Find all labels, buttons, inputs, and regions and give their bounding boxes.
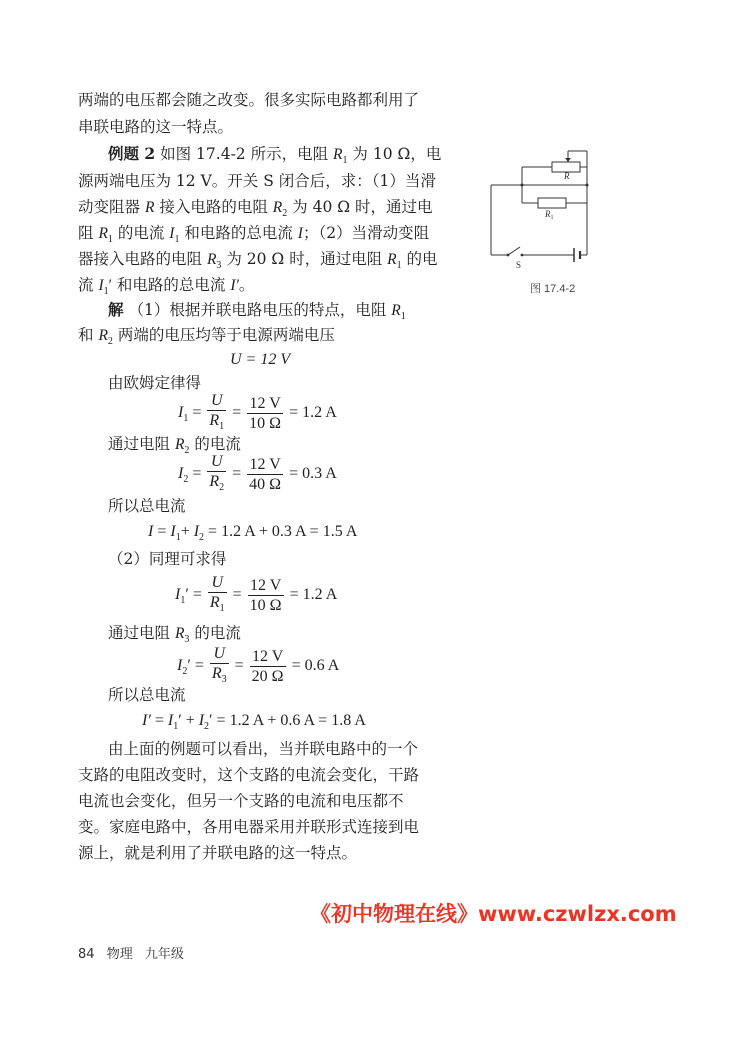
text-span: ；（2）当滑动变阻 xyxy=(302,224,430,242)
text-span: 的电流 xyxy=(189,624,241,642)
example-label: 例题 2 xyxy=(108,144,156,163)
subscript: 2 xyxy=(204,721,210,732)
symbol: ′ xyxy=(185,586,189,604)
symbol: R xyxy=(209,594,220,611)
example-line xyxy=(78,223,429,250)
equation-i2-prime xyxy=(177,644,339,689)
symbol: I xyxy=(169,225,175,242)
symbol: = xyxy=(192,586,202,604)
denominator: 40 Ω xyxy=(249,476,282,493)
solution-line xyxy=(78,325,335,352)
text-span: 为 40 Ω 时，通过电 xyxy=(287,198,433,216)
fraction xyxy=(207,452,226,497)
page-number: 84 xyxy=(78,947,95,962)
text-span: 流 xyxy=(78,276,99,294)
symbol: ′ xyxy=(108,277,112,294)
label-r1-main: R xyxy=(545,209,551,219)
result: = 1.2 A + 0.3 A = 1.5 A xyxy=(208,523,358,540)
fraction xyxy=(247,394,283,433)
subscript: 1 xyxy=(180,595,186,607)
page-footer xyxy=(78,943,192,962)
equation-i1 xyxy=(178,391,337,436)
text-span: 通过电阻 xyxy=(108,624,175,642)
subscript: 2 xyxy=(219,482,225,493)
symbol: = xyxy=(232,404,242,422)
denominator: 10 Ω xyxy=(249,597,282,614)
result: = 0.6 A xyxy=(287,657,340,675)
symbol: = xyxy=(192,404,202,422)
symbol: I xyxy=(178,465,184,483)
subscript: 1 xyxy=(103,286,109,297)
fraction xyxy=(210,644,229,689)
symbol: = xyxy=(192,465,202,483)
symbol: R xyxy=(387,251,397,268)
symbol: R xyxy=(211,665,222,682)
text-span: 和 xyxy=(78,326,99,344)
text-span: 的电流 xyxy=(189,435,241,453)
equation-total-1 xyxy=(148,522,357,548)
symbol: = xyxy=(157,523,167,540)
switch-blade xyxy=(508,247,520,255)
denominator xyxy=(208,593,227,618)
text-line: 两端的电压都会随之改变。很多实际电路都利用了 xyxy=(78,91,420,109)
symbol: = xyxy=(194,657,204,675)
subscript: 1 xyxy=(183,413,189,425)
numerator: 12 V xyxy=(247,394,283,414)
subscript: 1 xyxy=(175,532,181,543)
subscript: 2 xyxy=(199,532,205,543)
subscript: 1 xyxy=(400,311,406,322)
text-span: 的电 xyxy=(401,250,438,268)
denominator: 10 Ω xyxy=(249,415,282,432)
subscript: 3 xyxy=(184,634,190,645)
text-line: 串联电路的这一特点。 xyxy=(78,118,234,136)
numerator: 12 V xyxy=(247,455,283,475)
label-r1 xyxy=(544,209,554,221)
text-line: 变。家庭电路中，各用电器采用并联形式连接到电 xyxy=(78,818,420,836)
text-span: 接入电路的电阻 xyxy=(154,198,273,216)
subscript: 1 xyxy=(342,155,348,166)
switch-contact xyxy=(507,254,510,257)
numerator: U xyxy=(208,573,227,593)
footer-grade: 九年级 xyxy=(144,947,184,962)
symbol: ′ xyxy=(178,712,182,729)
text-span: 器接入电路的电阻 xyxy=(78,250,207,268)
fraction xyxy=(247,455,283,494)
symbol: + xyxy=(185,712,195,729)
label-s: S xyxy=(516,260,522,270)
symbol: = xyxy=(232,465,242,483)
subscript: 2 xyxy=(183,474,189,486)
text-span: 的电流 xyxy=(112,224,170,242)
label-r1-sub: 1 xyxy=(550,215,554,221)
symbol: R xyxy=(333,146,343,163)
fraction xyxy=(248,576,284,615)
symbol: R xyxy=(206,251,217,268)
symbol: I xyxy=(193,523,200,540)
solution-line xyxy=(108,300,406,327)
text-span: 和电路的总电流 xyxy=(179,224,298,242)
symbol: I xyxy=(177,657,183,675)
symbol: ′ xyxy=(187,657,191,675)
subscript: 1 xyxy=(219,603,225,614)
symbol: I′ xyxy=(230,277,239,294)
text-span: 。 xyxy=(238,276,255,294)
fraction xyxy=(207,391,226,436)
numerator: U xyxy=(207,452,226,472)
equation-total-2 xyxy=(142,711,366,737)
denominator xyxy=(207,411,226,436)
symbol: I xyxy=(175,586,181,604)
text-span: 动变阻器 xyxy=(78,198,145,216)
symbol: R xyxy=(209,412,220,429)
numerator: 12 V xyxy=(250,647,286,667)
numerator: 12 V xyxy=(248,576,284,596)
symbol: R xyxy=(209,473,220,490)
equation-i1-prime xyxy=(175,573,337,618)
example-line xyxy=(78,249,438,276)
example-line: 源两端电压为 12 V。开关 S 闭合后，求：（1）当滑 xyxy=(78,172,436,190)
text-line: 支路的电阻改变时，这个支路的电流会变化，干路 xyxy=(78,766,420,784)
label-r: R xyxy=(564,171,570,181)
text-line: （2）同理可求得 xyxy=(108,550,227,568)
text-span: 两端的电压均等于电源两端电压 xyxy=(112,326,335,344)
watermark: 《初中物理在线》www.czwlzx.com xyxy=(310,902,677,926)
example-line xyxy=(78,275,254,302)
result: = 1.2 A + 0.6 A = 1.8 A xyxy=(216,712,366,729)
symbol: I xyxy=(297,225,303,242)
symbol: = xyxy=(234,657,244,675)
symbol: R xyxy=(272,199,283,216)
symbol: R xyxy=(144,199,155,216)
symbol: I xyxy=(98,277,104,294)
text-line: 由上面的例题可以看出，当并联电路中的一个 xyxy=(108,740,419,758)
equation-voltage: U = 12 V xyxy=(230,351,291,368)
subscript: 1 xyxy=(107,234,113,245)
junction-dot xyxy=(521,184,524,187)
symbol: I xyxy=(170,523,176,540)
fraction xyxy=(250,647,286,686)
subscript: 2 xyxy=(182,666,188,678)
solution-label: 解 xyxy=(108,300,124,319)
symbol: I xyxy=(148,523,154,540)
symbol: + xyxy=(180,523,190,540)
text-span: 阻 xyxy=(78,224,99,242)
symbol: I′ xyxy=(142,712,151,729)
result: = 1.2 A xyxy=(285,586,338,604)
text-span: 和电路的总电流 xyxy=(112,276,231,294)
symbol: = xyxy=(232,586,242,604)
text-line: 由欧姆定律得 xyxy=(108,374,202,392)
denominator xyxy=(207,472,226,497)
text-line: 电流也会变化，但另一个支路的电流和电压都不 xyxy=(78,792,404,810)
fraction xyxy=(208,573,227,618)
denominator xyxy=(210,664,229,689)
result: = 0.3 A xyxy=(285,465,337,483)
example-line xyxy=(108,144,441,171)
text-span: 如图 17.4-2 所示，电阻 xyxy=(160,145,334,163)
figure-caption: 图 17.4-2 xyxy=(530,283,576,295)
symbol: = xyxy=(154,712,164,729)
footer-subject: 物理 xyxy=(106,947,133,962)
text-line: 所以总电流 xyxy=(108,686,186,704)
symbol: I xyxy=(167,712,174,729)
symbol: R xyxy=(174,625,185,642)
text-line: 所以总电流 xyxy=(108,497,186,515)
denominator: 20 Ω xyxy=(251,668,284,685)
text-span: 通过电阻 xyxy=(108,435,175,453)
symbol: R xyxy=(98,327,108,344)
symbol: I xyxy=(178,404,184,422)
symbol: R xyxy=(391,302,401,319)
example-line xyxy=(78,197,433,224)
subscript: 2 xyxy=(184,445,190,456)
symbol: I xyxy=(198,712,205,729)
numerator: U xyxy=(207,391,226,411)
numerator: U xyxy=(210,644,229,664)
text-span: 为 20 Ω 时，通过电阻 xyxy=(221,250,388,268)
text-span: 为 10 Ω，电 xyxy=(347,145,442,163)
result: = 1.2 A xyxy=(285,404,337,422)
subscript: 3 xyxy=(221,674,227,685)
text-span: （1）根据并联电路电压的特点，电阻 xyxy=(128,301,392,319)
text-line: 源上，就是利用了并联电路的这一特点。 xyxy=(78,844,358,862)
subscript: 2 xyxy=(282,208,288,219)
switch-contact xyxy=(521,254,524,257)
subscript: 1 xyxy=(396,260,402,271)
resistor-r1-symbol xyxy=(538,198,566,208)
subscript: 1 xyxy=(173,721,179,732)
symbol: R xyxy=(174,436,185,453)
symbol: R xyxy=(98,225,108,242)
subscript: 2 xyxy=(107,336,113,347)
subscript: 1 xyxy=(174,234,180,245)
subscript: 3 xyxy=(216,260,222,271)
slider-arrow-icon xyxy=(565,158,571,162)
symbol: ′ xyxy=(209,712,213,729)
junction-dot xyxy=(586,184,589,187)
circuit-diagram xyxy=(486,145,602,271)
subscript: 1 xyxy=(219,421,225,432)
equation-i2 xyxy=(178,452,337,497)
